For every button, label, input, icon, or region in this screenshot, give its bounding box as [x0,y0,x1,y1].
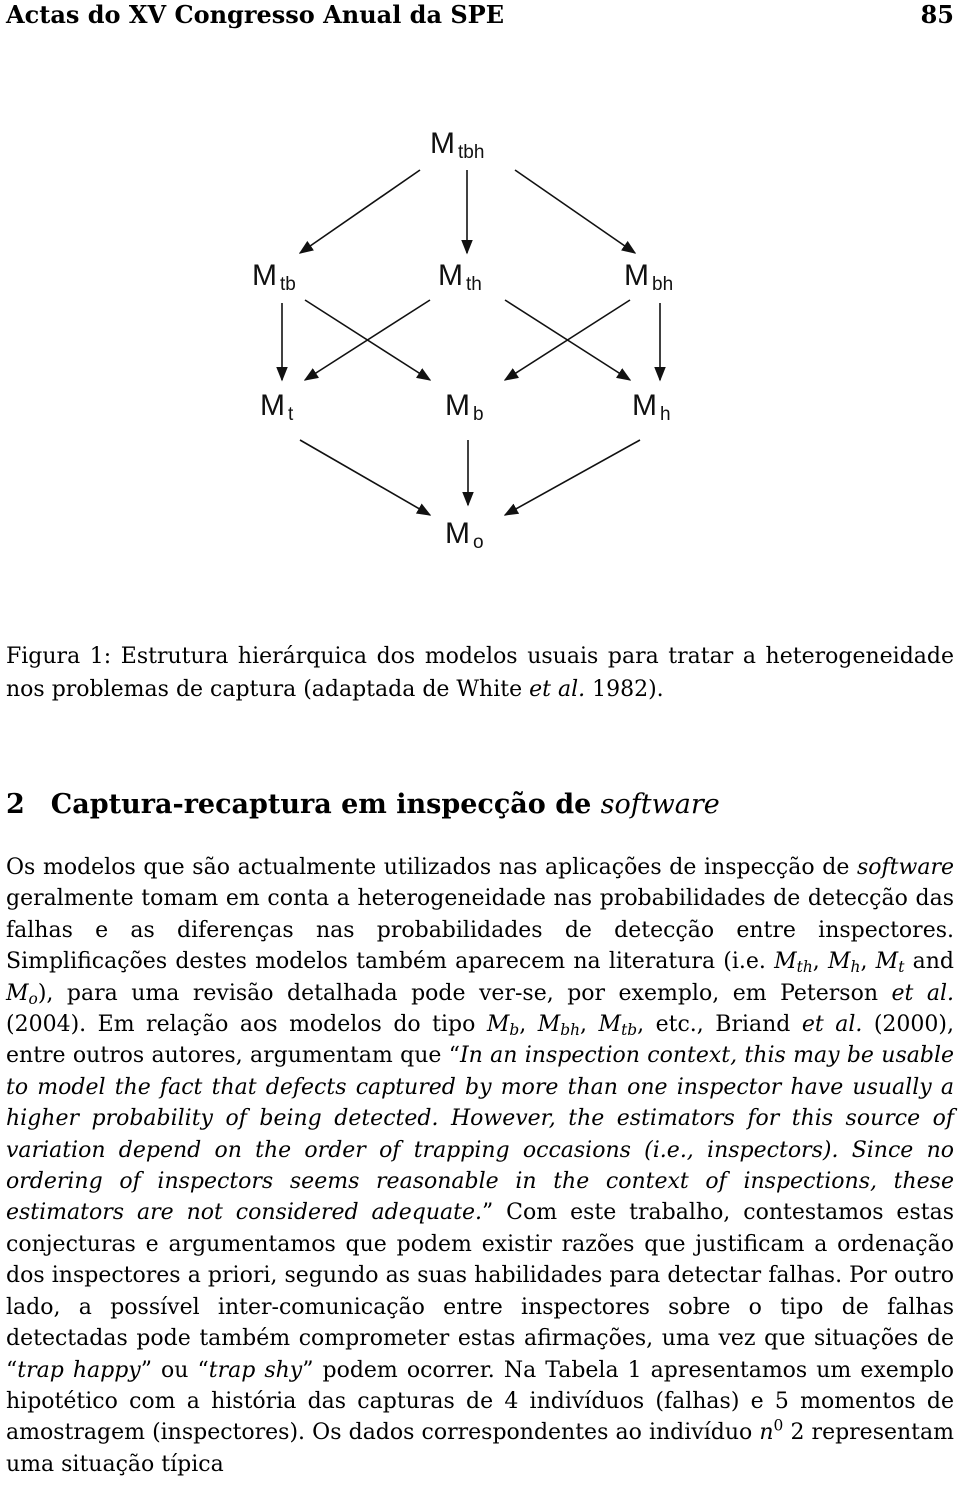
node-m-bh [624,259,673,295]
svg-text:M: M [624,259,649,292]
svg-text:t: t [288,404,294,425]
svg-text:tbh: tbh [458,142,485,163]
svg-text:tb: tb [280,274,296,295]
header-title: Actas do XV Congresso Anual da SPE [6,0,505,29]
body-paragraph: Os modelos que são actualmente utilizados nas aplicações de inspecção de software geralmente tomam em conta a heterogeneidade nas probabilidades de detecção das falhas e as diferenças nas probabilidades de detecção entre inspectores. Simplificações destes modelos também aparecem na literatura (i.e. $M_{th}$, $M_h$, $M_t$ and $M_o$), para uma revisão detalhada pode ver-se, por exemplo, em Peterson et al. (2004). Em relação aos modelos do tipo $M_b$, $M_{bh}$, $M_{tb}$, etc., Briand et al. (2000), entre outros autores, argumentam que “In an inspection context, this may be usable to model the fact that defects captured by more than one inspector have usually a higher probability of being detected. However, the estimators for this source of variation depend on the order of trapping occasions (i.e., inspectors). Since no ordering of inspectors seems reasonable in the context of inspections, these estimators are not considered adequate.” Com este trabalho, contestamos estas conjecturas e argumentamos que podem existir razões que justificam a ordenação dos inspectores a priori, segundo as suas habilidades para detectar falhas. Por outro lado, a possível inter-comunicação entre inspectores sobre o tipo de falhas detectadas pode também comprometer estas afirmações, uma vez que situações de “trap happy” ou “trap shy” podem ocorrer. Na Tabela 1 apresentamos um exemplo hipotético com a história das capturas de 4 indivíduos (falhas) e 5 momentos de amostragem (inspectores). Os dados correspondentes ao indivíduo $n^0$ 2 representam uma situação típica [6,855,955,1477]
edge-t-o [300,440,430,515]
node-m-o [445,517,484,553]
edge-h-o [505,440,640,515]
node-m-h [632,389,671,425]
node-m-th [438,259,482,295]
node-m-tb [252,259,296,295]
svg-text:M: M [430,127,455,160]
figure-caption: Figura 1: Estrutura hierárquica dos modelos usuais para tratar a heterogeneidade nos problemas de captura (adaptada de White et al. 1982). [6,644,954,702]
node-m-t [260,389,294,425]
edge-tbh-bh [515,170,635,253]
page-number: 85 [920,0,954,29]
svg-text:M: M [252,259,277,292]
model-hierarchy-diagram [0,95,960,565]
svg-text:bh: bh [652,274,674,295]
svg-text:o: o [473,532,484,553]
svg-text:M: M [438,259,463,292]
edge-tbh-tb [300,170,420,253]
svg-text:h: h [660,404,671,425]
svg-text:b: b [473,404,484,425]
running-header [6,0,954,30]
node-m-tbh [430,127,484,163]
svg-text:M: M [260,389,285,422]
svg-text:M: M [445,517,470,550]
svg-text:M: M [445,389,470,422]
svg-text:th: th [466,274,482,295]
quoted-passage: In an inspection context, this may be usable to model the fact that defects captured by more than one inspector have usually a higher probability of being detected. However, the estimators for this source of variation depend on the order of trapping occasions (i.e., inspectors). Since no ordering of inspectors seems reasonable in the context of inspections, these estimators are not considered adequate. [6,1043,954,1226]
section-number: 2 [6,789,25,820]
node-m-b [445,389,484,425]
section-heading: 2 Captura-recaptura em inspecção de software [6,789,720,820]
svg-text:M: M [632,389,657,422]
